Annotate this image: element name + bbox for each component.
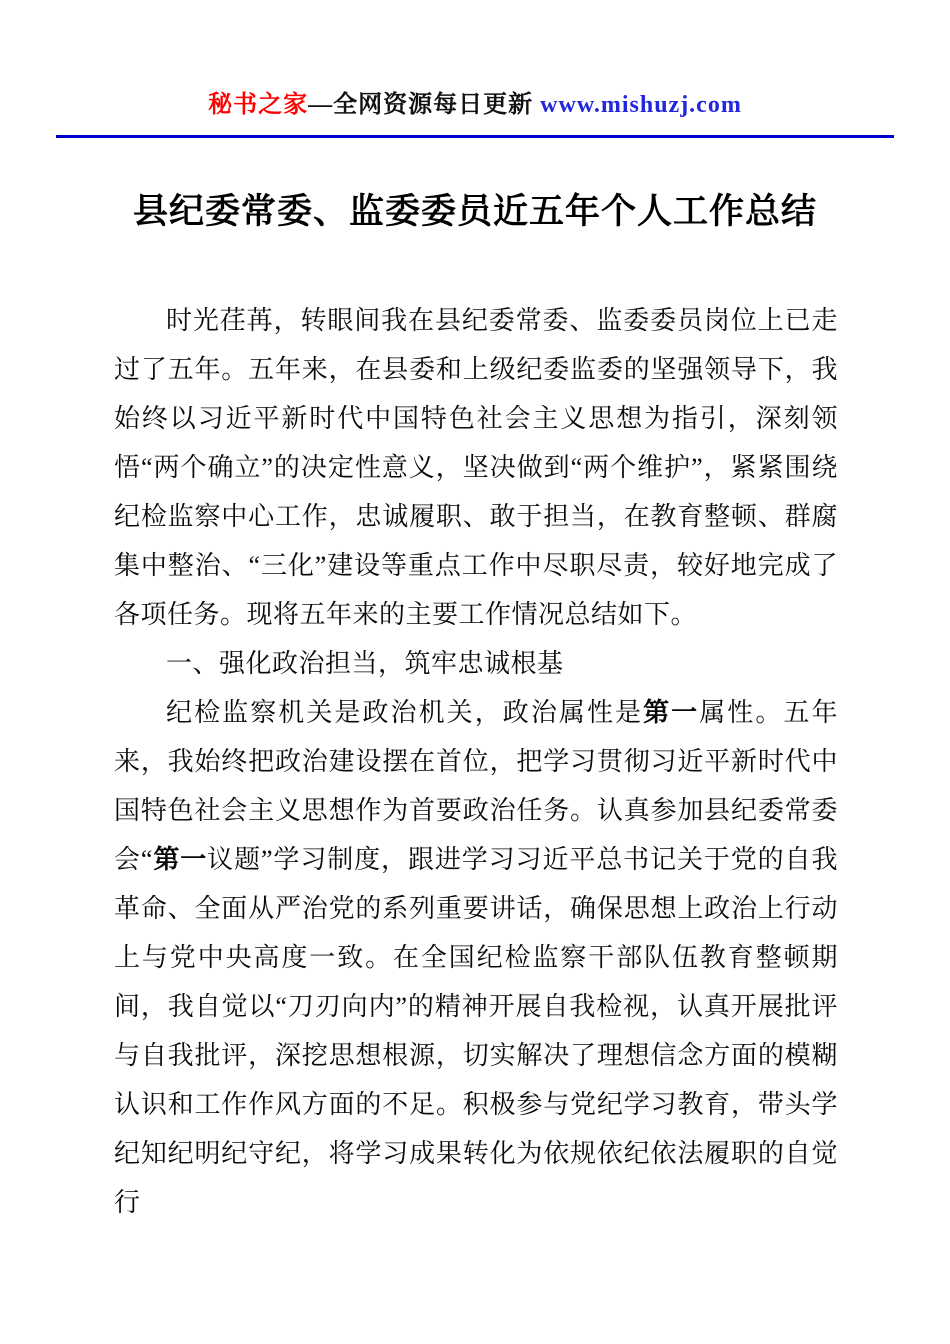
text-run: 议题”学习制度，跟进学习习近平总书记关于党的自我革命、全面从严治党的系列重要讲话，确保思想上政治上行动上与党中央高度一致。在全国纪检监察干部队伍教育整顿期间，我自觉以“刀刃向内”的精神开展自我检视，认真开展批评与自我批评，深挖思想根源，切实解决了理想信念方面的模糊认识和工作作风方面的不足。积极参与党纪学习教育，带头学纪知纪明纪守纪，将学习成果转化为依规依纪依法履职的自觉行 — [114, 845, 838, 1217]
text-run: 属性。五年来，我始终把政治建设摆在首位，把学习贯彻习近平新时代中国特色社会主义思想作为首要政治任务。认真参加县纪委常委会“ — [114, 698, 838, 874]
text-run: 时光荏苒，转眼间我在县纪委常委、监委委员岗位上已走过了五年。五年来，在县委和上级纪委监委的坚强领导下，我始终以习近平新时代中国特色社会主义思想为指引，深刻领悟“两个确立”的决定性意义，坚决做到“两个维护”，紧紧围绕纪检监察中心工作，忠诚履职、敢于担当，在教育整顿、群腐集中整治、“三化”建设等重点工作中尽职尽责，较好地完成了各项任务。现将五年来的主要工作情况总结如下。 — [114, 306, 838, 629]
site-url[interactable]: www.mishuzj.com — [540, 92, 742, 118]
header-tagline: —全网资源每日更新 — [308, 92, 541, 118]
bold-text-run: 第一 — [643, 698, 700, 727]
header-divider — [56, 135, 894, 138]
section-heading — [114, 639, 838, 688]
bold-text-run: 第一 — [152, 845, 208, 874]
paragraph — [114, 688, 838, 1227]
document-title: 县纪委常委、监委委员近五年个人工作总结 — [132, 192, 817, 231]
text-run: 一、强化政治担当，筑牢忠诚根基 — [166, 649, 564, 678]
paragraph — [114, 296, 838, 639]
text-run: 纪检监察机关是政治机关，政治属性是 — [166, 698, 644, 727]
page-header — [0, 0, 950, 119]
document-body — [114, 296, 838, 1227]
site-brand: 秘书之家 — [208, 92, 309, 118]
